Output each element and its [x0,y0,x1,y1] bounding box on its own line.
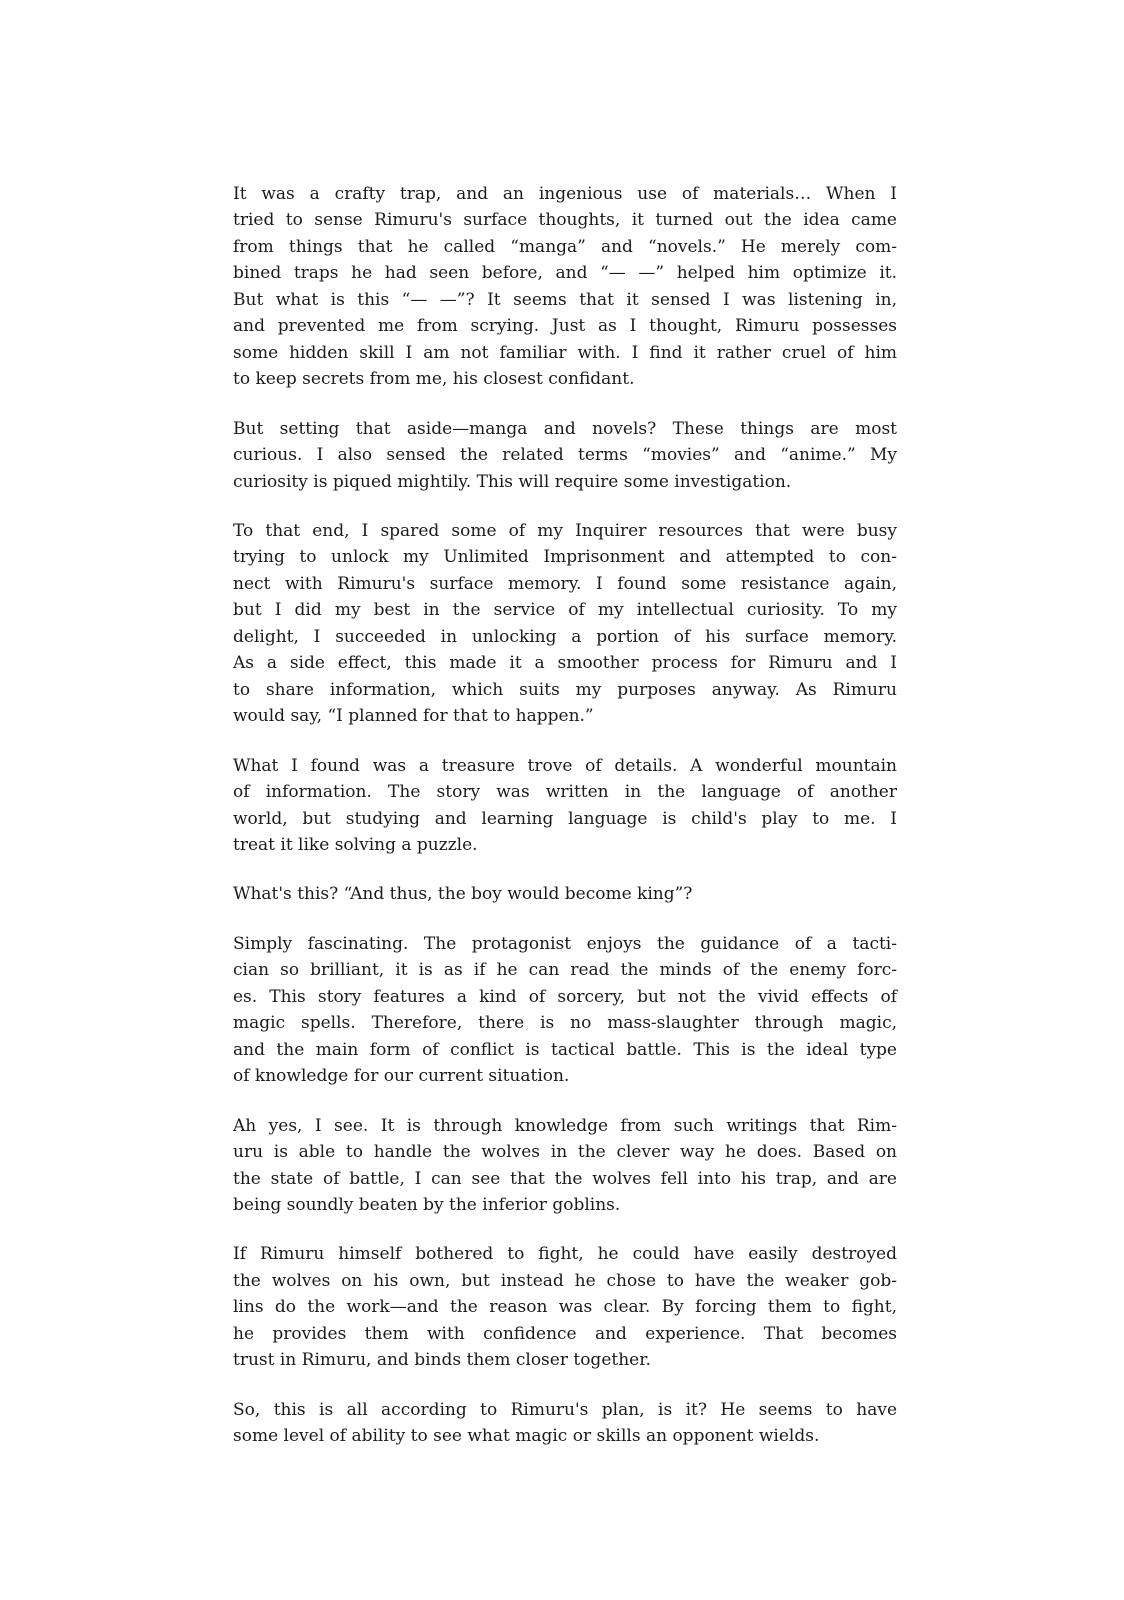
text-line: tried to sense Rimuru's surface thoughts, it turned out the idea came [233,210,897,231]
text-line: world, but studying and learning language is child's play to me. I [233,808,897,829]
text-line: and the main form of conflict is tactical battle. This is the ideal type [233,1039,897,1060]
text-line: and prevented me from scrying. Just as I thought, Rimuru possesses [233,316,897,337]
text-line: Ah yes, I see. It is through knowledge from such writings that Rim- [233,1115,897,1136]
text-line: lins do the work—and the reason was clear. By forcing them to fight, [233,1297,897,1318]
paragraph [233,753,897,859]
text-line: curiosity is piqued mightily. This will require some investigation. [233,471,792,492]
text-line: But what is this “— —”? It seems that it sensed I was listening in, [233,289,897,310]
text-line: What's this? “And thus, the boy would become king”? [233,884,693,905]
text-line: magic spells. Therefore, there is no mass-slaughter through magic, [233,1013,897,1034]
paragraph [233,416,897,495]
paragraph [233,881,897,907]
text-line: to keep secrets from me, his closest confidant. [233,369,635,390]
text-line: delight, I succeeded in unlocking a portion of his surface memory. [233,626,897,647]
page-text [233,181,897,1450]
text-line: of knowledge for our current situation. [233,1066,570,1087]
text-line: Simply fascinating. The protagonist enjoys the guidance of a tacti- [233,933,897,954]
text-line: nect with Rimuru's surface memory. I found some resistance again, [233,573,897,594]
paragraph [233,518,897,730]
text-line: curious. I also sensed the related terms “movies” and “anime.” My [233,445,897,466]
text-line: bined traps he had seen before, and “— —” helped him optimize it. [233,263,897,284]
paragraph [233,1241,897,1373]
text-line: What I found was a treasure trove of details. A wonderful mountain [233,755,897,776]
text-line: It was a crafty trap, and an ingenious use of materials… When I [233,184,897,204]
text-line: As a side effect, this made it a smoother process for Rimuru and I [233,653,897,674]
text-line: he provides them with confidence and experience. That becomes [233,1323,897,1344]
paragraph [233,181,897,393]
text-line: some hidden skill I am not familiar with. I find it rather cruel of him [233,342,897,363]
text-line: the state of battle, I can see that the wolves fell into his trap, and are [233,1168,897,1189]
text-line: If Rimuru himself bothered to fight, he could have easily destroyed [233,1244,897,1265]
paragraph [233,1113,897,1219]
text-line: the wolves on his own, but instead he chose to have the weaker gob- [233,1270,897,1291]
paragraph [233,931,897,1090]
text-line: trying to unlock my Unlimited Imprisonment and attempted to con- [233,547,897,568]
text-line: would say, “I planned for that to happen.” [233,706,594,727]
text-line: But setting that aside—manga and novels? These things are most [233,418,897,439]
text-line: but I did my best in the service of my intellectual curiosity. To my [233,600,897,621]
text-line: some level of ability to see what magic or skills an opponent wields. [233,1426,820,1447]
text-line: trust in Rimuru, and binds them closer together. [233,1350,651,1371]
text-line: to share information, which suits my purposes anyway. As Rimuru [233,679,897,700]
text-line: being soundly beaten by the inferior goblins. [233,1194,621,1215]
text-line: from things that he called “manga” and “novels.” He merely com- [233,236,897,257]
text-line: cian so brilliant, it is as if he can read the minds of the enemy forc- [233,960,897,981]
text-line: uru is able to handle the wolves in the clever way he does. Based on [233,1142,897,1163]
text-line: So, this is all according to Rimuru's plan, is it? He seems to have [233,1399,897,1420]
text-line: treat it like solving a puzzle. [233,834,478,855]
text-line: es. This story features a kind of sorcery, but not the vivid effects of [233,986,897,1007]
paragraph [233,1397,897,1450]
text-line: of information. The story was written in the language of another [233,782,897,803]
text-line: To that end, I spared some of my Inquirer resources that were busy [233,520,897,541]
